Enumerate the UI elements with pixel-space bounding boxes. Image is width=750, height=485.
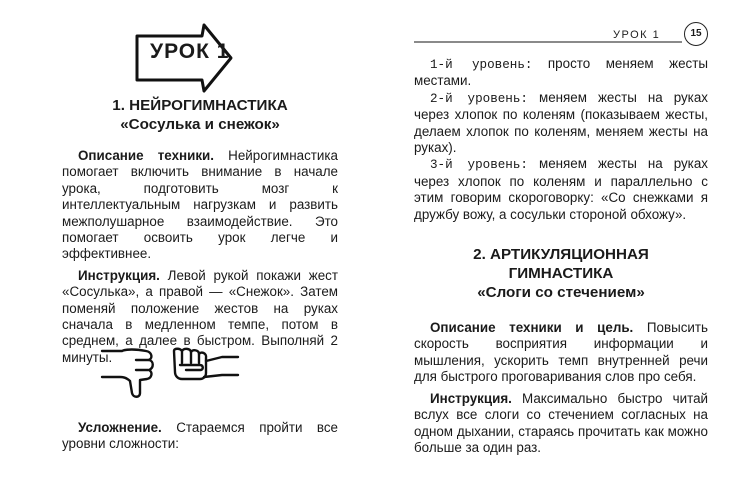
section-subtitle-2: «Слоги со стечением» [477, 284, 645, 302]
running-header: УРОК 1 [613, 29, 661, 41]
lesson-banner-text: УРОК 1 [150, 40, 230, 63]
right-column [414, 0, 708, 456]
thumb-down-and-fist-icon [100, 343, 240, 399]
technique-goal-description: Описание техники и цель. Повысить скорость восприятия информации и мышления, ускорить темп внутренней речи для быстрого проговаривания слов про себя. [414, 320, 708, 385]
page-number: 15 [684, 22, 708, 46]
complication-block [62, 420, 338, 453]
instruction-paragraph-2: Инструкция. Максимально быстро читай вслух все слоги со стечением согласных на одном дыхании, стараясь прочитать как можно больше за один раз. [414, 390, 708, 455]
level-1: 1-й уровень: просто меняем жесты местами. [414, 56, 708, 89]
instruction-paragraph: Инструкция. Левой рукой покажи жест «Сосулька», а правой — «Снежок». Затем поменяй положение жестов на руках сначала в медленном темпе, потом в среднем, а далее в быстром. Выполняй 2 минуты. [62, 267, 338, 365]
technique-description: Описание техники. Нейрогимнастика помогает включить внимание в начале урока, подготовить мозг к интеллектуальным нагрузкам и развить межполушарное взаимодействие. Это помогает освоить урок легче и эффективнее. [62, 148, 338, 262]
section-heading-1: 1. НЕЙРОГИМНАСТИКА [112, 97, 288, 114]
left-column [62, 0, 338, 366]
section-heading-2b: ГИМНАСТИКА [508, 265, 614, 283]
section-heading-2: 2. АРТИКУЛЯЦИОННАЯ [473, 246, 649, 264]
section-subtitle-1: «Сосулька и снежок» [120, 116, 280, 133]
complication-paragraph: Усложнение. Стараемся пройти все уровни сложности: [62, 420, 338, 452]
level-2: 2-й уровень: меняем жесты на руках через хлопок по коленям (показываем жесты, делаем хлопок по коленям, меняем жесты на руках). [414, 89, 708, 156]
level-3: 3-й уровень: меняем жесты на руках через хлопок по коленям и параллельно с этим говорим скороговорку: «Со снежками я дружбу вожу, а сосульки стороной обхожу». [414, 156, 708, 222]
